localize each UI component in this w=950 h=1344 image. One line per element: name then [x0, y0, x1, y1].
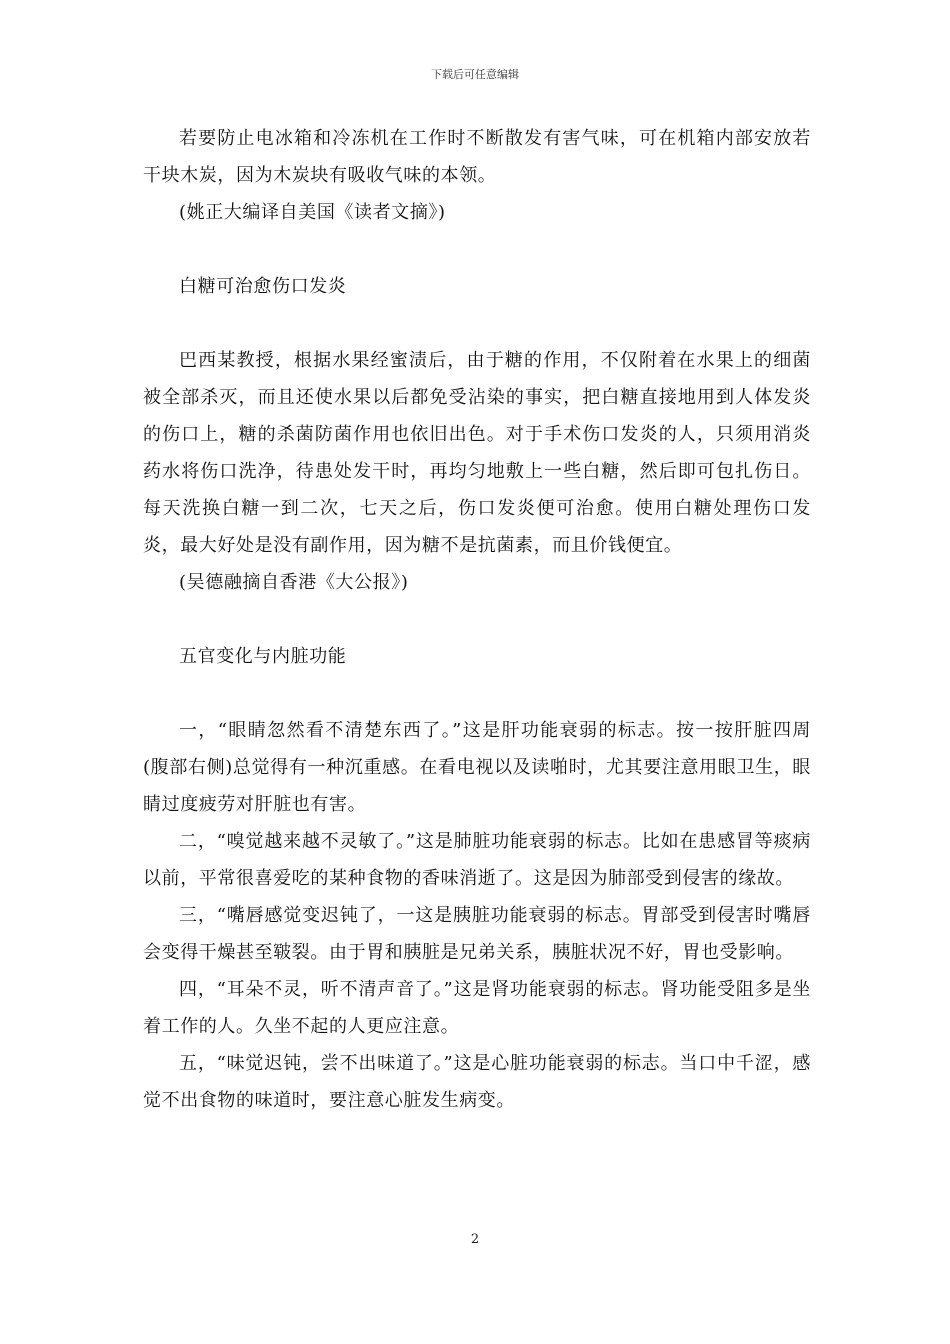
page-number: 2	[470, 1232, 480, 1247]
list-item-smell: 二，“嗅觉越来越不灵敏了。”这是肺脏功能衰弱的标志。比如在患感冒等痰病以前，平常很喜爱吃的某种食物的香味消逝了。这是因为肺部受到侵害的缘故。	[143, 831, 811, 889]
spacer	[143, 231, 811, 268]
paragraph-charcoal: 若要防止电冰箱和冷冻机在工作时不断散发有害气味，可在机箱内部安放若干块木炭，因为木炭块有吸收气味的本领。	[143, 128, 811, 186]
list-item-lips: 三，“嘴唇感觉变迟钝了，一这是胰脏功能衰弱的标志。胃部受到侵害时嘴唇会变得干燥甚至皲裂。由于胃和胰脏是兄弟关系，胰脏状况不好，胃也受影响。	[143, 905, 811, 963]
paragraph-sugar: 巴西某教授，根据水果经蜜渍后，由于糖的作用，不仅附着在水果上的细菌被全部杀灭，而且还使水果以后都免受沾染的事实，把白糖直接地用到人体发炎的伤口上，糖的杀菌防菌作用也依旧出色。对于手术伤口发炎的人，只须用消炎药水将伤口洗净，待患处发干时，再均匀地敷上一些白糖，然后即可包扎伤日。每天洗换白糖一到二次，七天之后，伤口发炎便可治愈。使用白糖处理伤口发炎，最大好处是没有副作用，因为糖不是抗菌素，而且价钱便宜。	[143, 350, 811, 556]
list-item-eyes: 一，“眼睛忽然看不清楚东西了。”这是肝功能衰弱的标志。按一按肝脏四周(腹部右侧)总觉得有一种沉重感。在看电视以及读啪时，尤其要注意用眼卫生，眼睛过度疲劳对肝脏也有害。	[143, 720, 811, 815]
source-citation: (吴德融摘自香港《大公报》)	[179, 572, 409, 593]
page-header: 下载后可任意编辑	[431, 68, 519, 81]
spacer	[143, 305, 811, 342]
list-item-taste: 五，“味觉迟钝，尝不出味道了。”这是心脏功能衰弱的标志。当口中千涩，感觉不出食物的味道时，要注意心脏发生病变。	[143, 1053, 811, 1111]
section-title-features: 五官变化与内脏功能	[179, 646, 347, 667]
list-item-ears: 四，“耳朵不灵，听不清声音了。”这是肾功能衰弱的标志。肾功能受阻多是坐着工作的人。久坐不起的人更应注意。	[143, 979, 811, 1037]
spacer	[143, 601, 811, 638]
source-citation: (姚正大编译自美国《读者文摘》)	[179, 202, 446, 223]
section-title-sugar: 白糖可治愈伤口发炎	[179, 276, 347, 297]
document-body	[143, 120, 811, 1119]
spacer	[143, 675, 811, 712]
